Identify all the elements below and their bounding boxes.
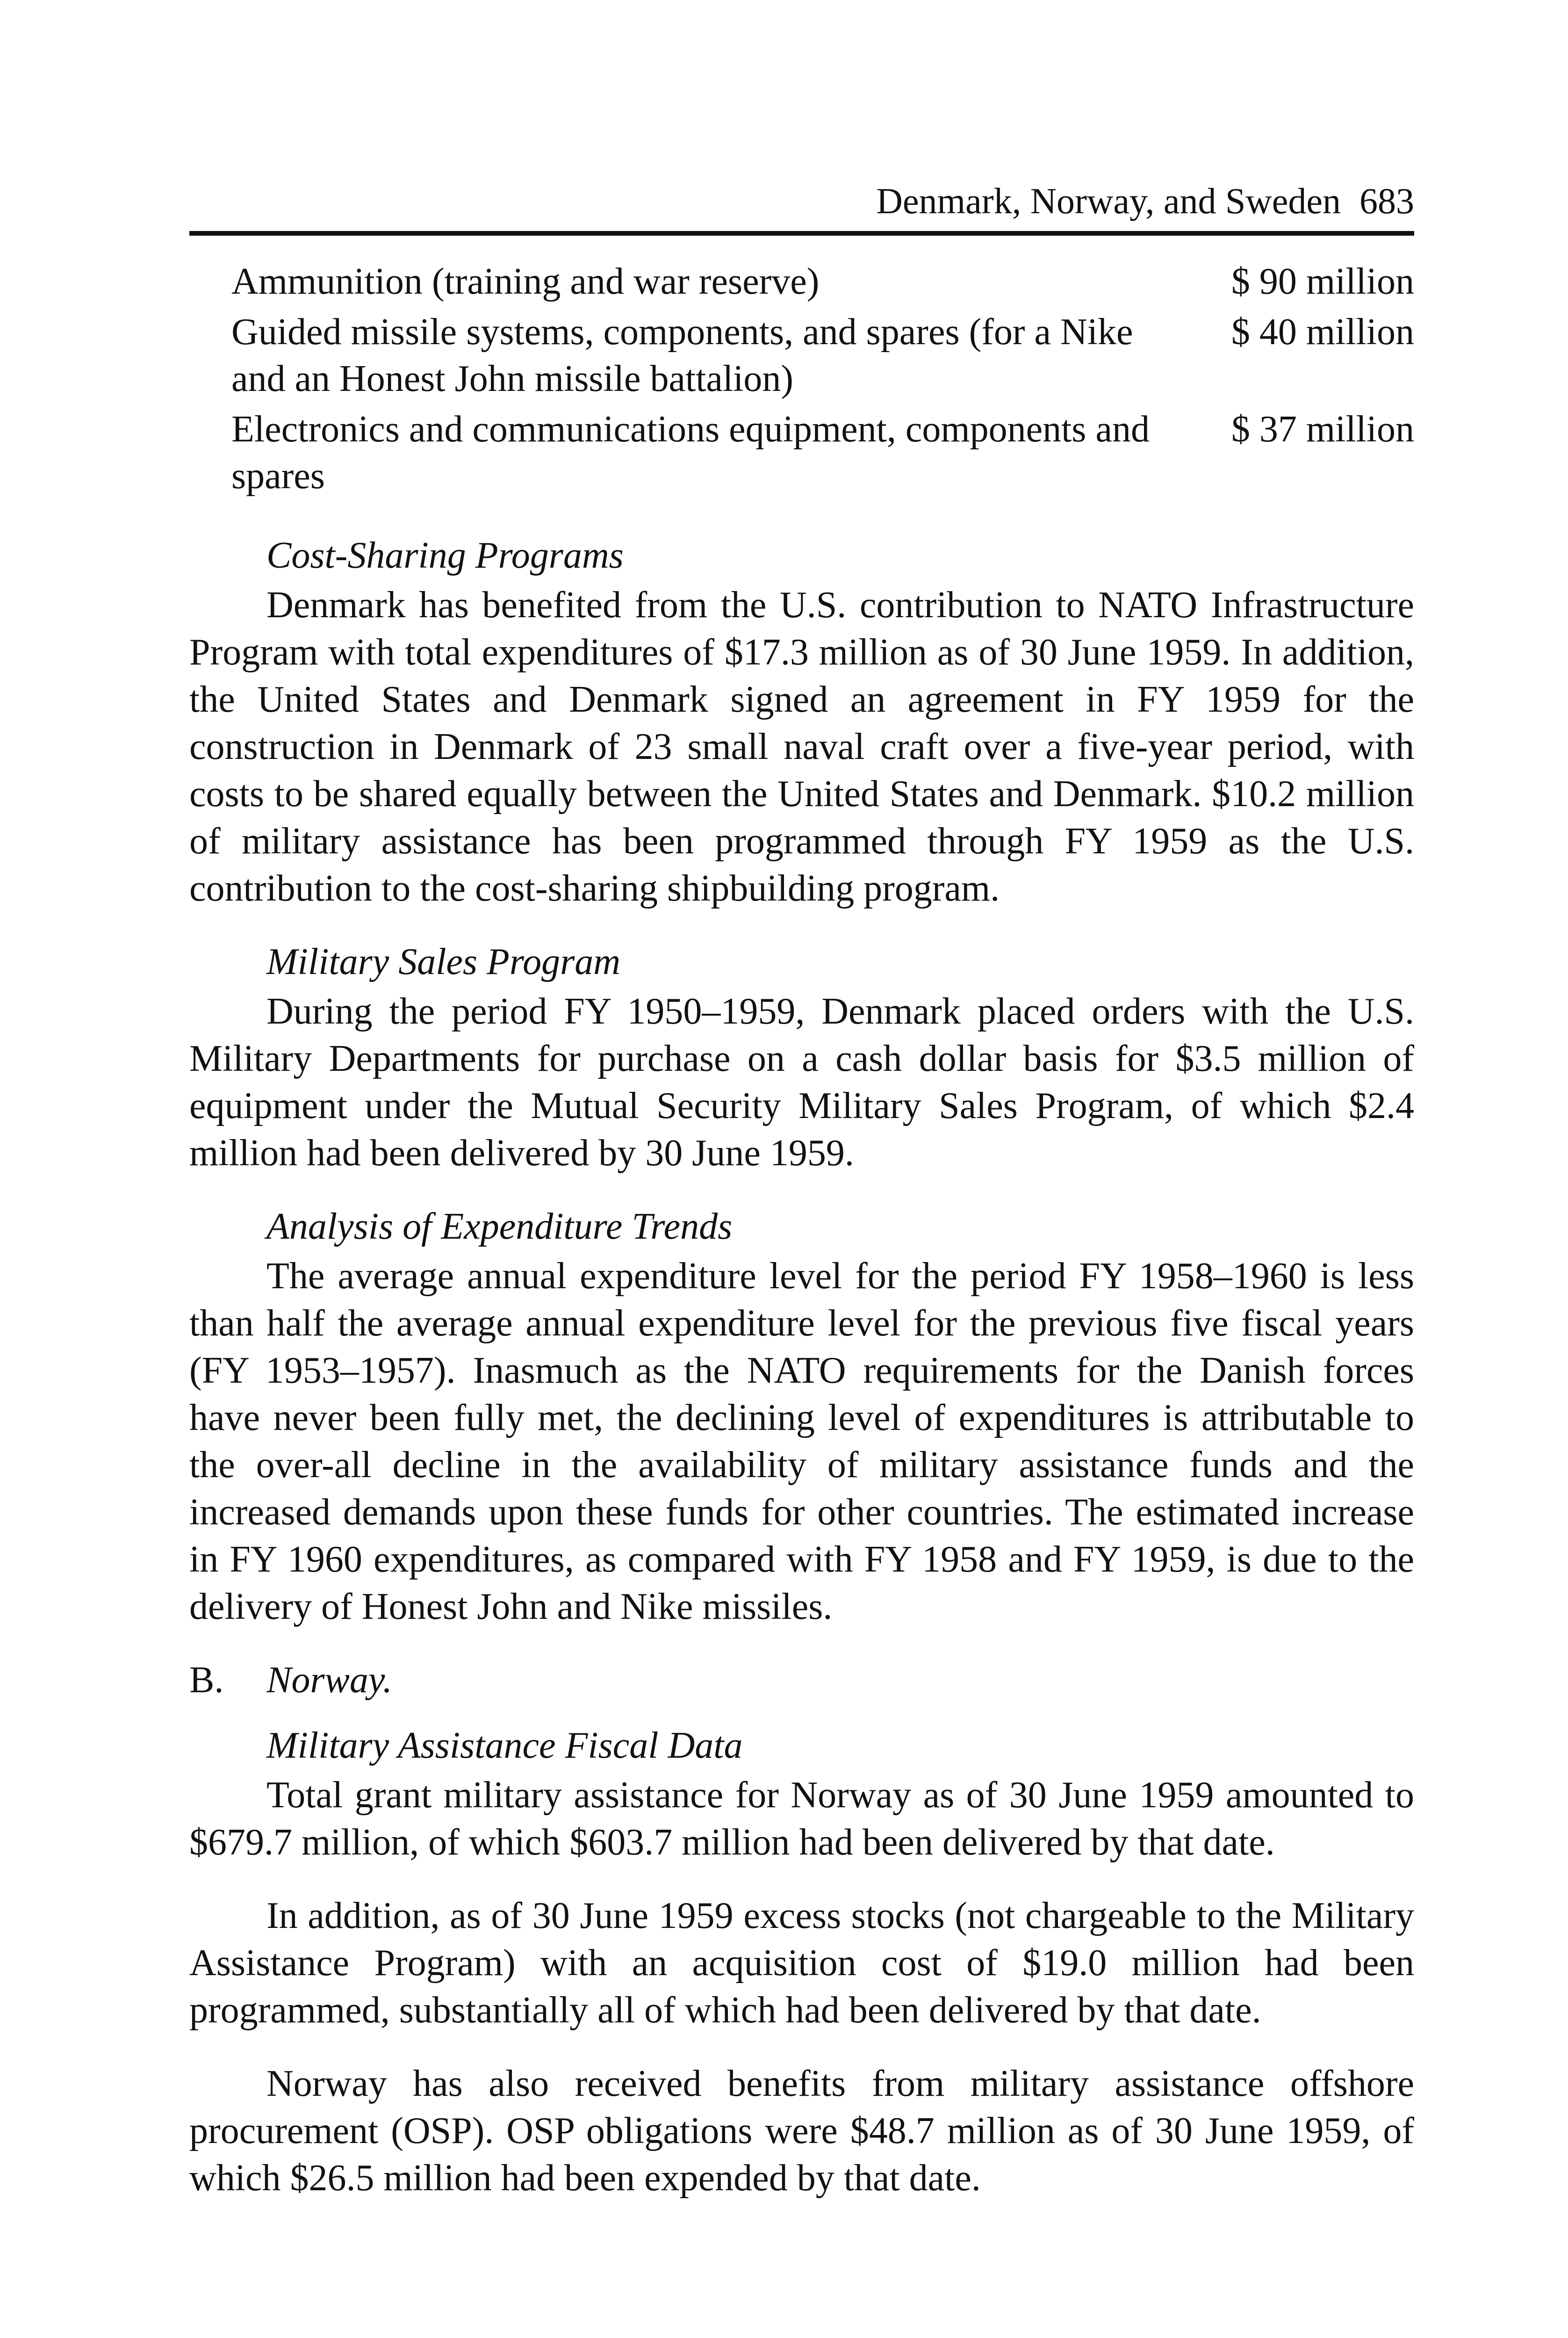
allocation-item: Electronics and communications equipment, components and spares [231, 409, 1150, 497]
section-name: Norway. [266, 1660, 392, 1701]
header-rule [189, 231, 1414, 236]
cost-sharing-paragraph: Denmark has benefited from the U.S. contribution to NATO Infrastructure Program with total expenditures of $17.3 million as of 30 June 1959. In addition, the United States and Denmark signed an agreement in FY 1959 for the construction in Denmark of 23 small naval craft over a five-year period, with costs to be shared equally between the United States and Denmark. $10.2 million of military assistance has been programmed through FY 1959 as the U.S. contribution to the cost-sharing shipbuilding program. [189, 584, 1414, 909]
norway-osp-paragraph: Norway has also received benefits from military assistance offshore procurement (OSP). OSP obligations were $48.7 million as of 30 June 1959, of which $26.5 million had been expended by that date. [189, 2063, 1414, 2199]
allocation-item: Ammunition (training and war reserve) [231, 261, 820, 302]
document-page [189, 178, 1414, 2228]
running-header [189, 178, 1414, 224]
norway-fiscal-paragraph: Total grant military assistance for Norway as of 30 June 1959 amounted to $679.7 million, of which $603.7 million had been delivered by that date. [189, 1775, 1414, 1863]
allocation-row [231, 309, 1414, 402]
allocation-amount: $ 40 million [1231, 311, 1414, 353]
allocation-table [231, 258, 1414, 499]
norway-fiscal-heading: Military Assistance Fiscal Data [266, 1725, 743, 1766]
allocation-row [231, 258, 1414, 305]
allocation-amount: $ 37 million [1231, 409, 1414, 450]
section-letter: B. [189, 1660, 224, 1701]
expenditure-trends-paragraph: The average annual expenditure level for the period FY 1958–1960 is less than half the average annual expenditure level for the previous five fiscal years (FY 1953–1957). Inasmuch as the NATO requirements for the Danish forces have never been fully met, the declining level of expenditures is attributable to the over-all decline in the availability of military assistance funds and the increased demands upon these funds for other countries. The estimated increase in FY 1960 expenditures, as compared with FY 1958 and FY 1959, is due to the delivery of Honest John and Nike missiles. [189, 1256, 1414, 1627]
section-heading-norway [189, 1657, 1414, 1703]
military-sales-paragraph: During the period FY 1950–1959, Denmark placed orders with the U.S. Military Departments for purchase on a cash dollar basis for $3.5 million of equipment under the Mutual Security Military Sales Program, of which $2.4 million had been delivered by 30 June 1959. [189, 991, 1414, 1174]
allocation-amount: $ 90 million [1231, 261, 1414, 302]
allocation-row [231, 406, 1414, 499]
allocation-item: Guided missile systems, components, and spares (for a Nike and an Honest John missile battalion) [231, 311, 1133, 399]
header-title: Denmark, Norway, and Sweden [876, 180, 1341, 221]
cost-sharing-heading: Cost-Sharing Programs [266, 535, 624, 576]
military-sales-heading: Military Sales Program [266, 941, 620, 982]
norway-excess-stocks-paragraph: In addition, as of 30 June 1959 excess stocks (not chargeable to the Military Assistance Program) with an acquisition cost of $19.0 million had been programmed, substantially all of which had been delivered by that date. [189, 1895, 1414, 2031]
page-number: 683 [1359, 180, 1414, 221]
expenditure-trends-heading: Analysis of Expenditure Trends [266, 1206, 733, 1247]
